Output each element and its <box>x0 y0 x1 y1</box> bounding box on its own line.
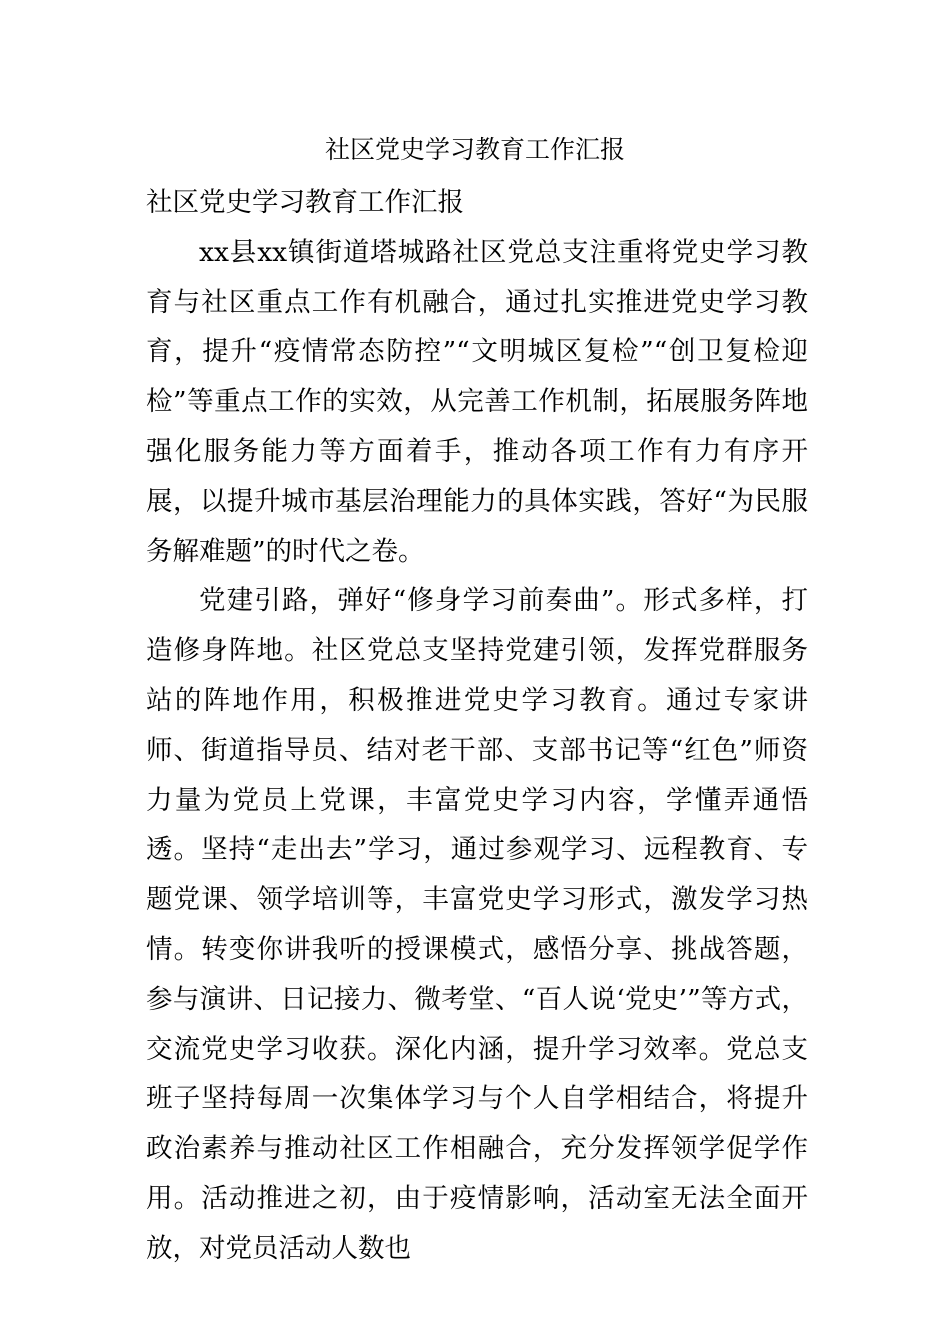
document-subtitle: 社区党史学习教育工作汇报 <box>146 187 464 218</box>
document-body <box>146 178 808 1274</box>
paragraph-party-building: 党建引路，弹好“修身学习前奏曲”。形式多样，打造修身阵地。社区党总支坚持党建引领，发挥党群服务站的阵地作用，积极推进党史学习教育。通过专家讲师、街道指导员、结对老干部、支部书记等“红色”师资力量为党员上党课，丰富党史学习内容，学懂弄通悟透。坚持“走出去”学习，通过参观学习、远程教育、专题党课、领学培训等，丰富党史学习形式，激发学习热情。转变你讲我听的授课模式，感悟分享、挑战答题，参与演讲、日记接力、微考堂、“百人说‘党史’”等方式，交流党史学习收获。深化内涵，提升学习效率。党总支班子坚持每周一次集体学习与个人自学相结合，将提升政治素养与推动社区工作相融合，充分发挥领学促学作用。活动推进之初，由于疫情影响，活动室无法全面开放，对党员活动人数也 <box>146 585 808 1264</box>
document-title: 社区党史学习教育工作汇报 <box>324 135 625 164</box>
paragraph-intro: xx县xx镇街道塔城路社区党总支注重将党史学习教育与社区重点工作有机融合，通过扎实推进党史学习教育，提升“疫情常态防控”“文明城区复检”“创卫复检迎检”等重点工作的实效，从完善工作机制，拓展服务阵地强化服务能力等方面着手，推动各项工作有力有序开展，以提升城市基层治理能力的具体实践，答好“为民服务解难题”的时代之卷。 <box>146 236 808 567</box>
